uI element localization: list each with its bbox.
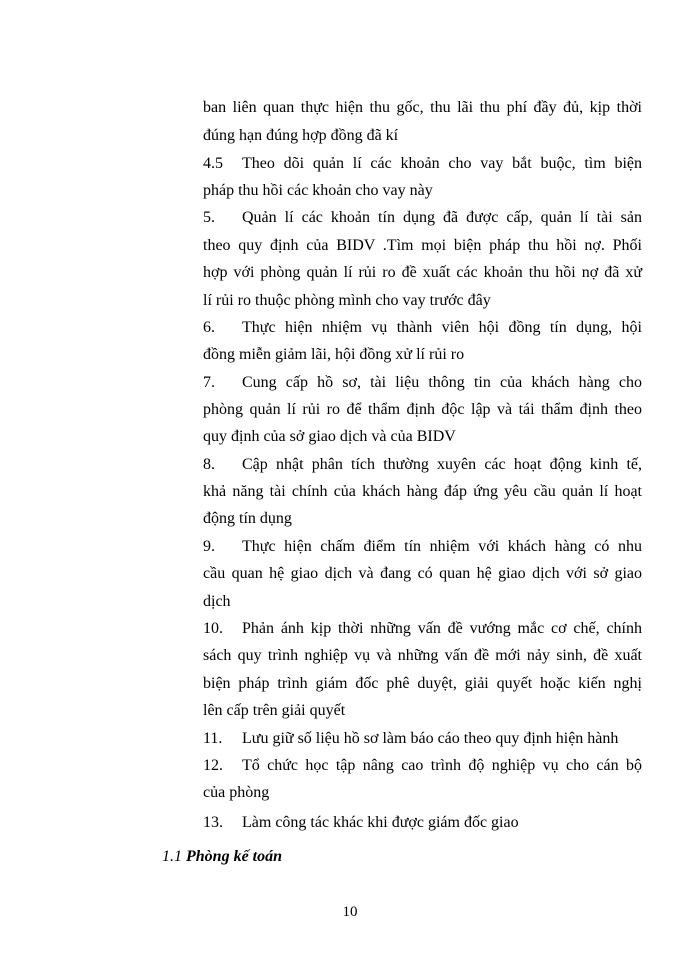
item-number: 7.	[203, 374, 215, 391]
paragraph-line: ban liên quan thực hiện thu gốc, thu lãi thu phí đầy đủ, kịp thời	[203, 99, 642, 116]
item-number: 4.5	[203, 155, 223, 172]
item-number: 10.	[203, 620, 223, 637]
item-number: 13.	[203, 814, 223, 831]
item-number: 9.	[203, 538, 215, 555]
item-number: 8.	[203, 456, 215, 473]
section-title: Phòng kế toán	[186, 848, 283, 865]
paragraph-line: biện pháp trình giám đốc phê duyệt, giải quyết hoặc kiến nghị	[203, 675, 642, 692]
paragraph-line: Cập nhật phân tích thường xuyên các hoạt động kinh tế,	[242, 456, 642, 473]
paragraph-line: theo quy định của BIDV .Tìm mọi biện pháp thu hồi nợ. Phối	[203, 237, 642, 254]
paragraph-line: phòng quản lí rủi ro để thẩm định độc lập và tái thẩm định theo	[203, 401, 642, 418]
paragraph-line: đồng miễn giảm lãi, hội đồng xử lí rủi ro	[203, 346, 465, 363]
paragraph-line: lên cấp trên giải quyết	[203, 702, 346, 719]
paragraph-line: quy định của sở giao dịch và của BIDV	[203, 428, 456, 445]
paragraph-line: Thực hiện chấm điểm tín nhiệm với khách hàng có nhu	[242, 538, 642, 555]
paragraph-line: dịch	[203, 593, 231, 610]
paragraph-line: của phòng	[203, 784, 270, 801]
paragraph-line: Phản ánh kịp thời những vấn đề vướng mắc cơ chế, chính	[242, 620, 642, 637]
paragraph-line: Thực hiện nhiệm vụ thành viên hội đồng tín dụng, hội	[242, 319, 642, 336]
section-number: 1.1	[162, 848, 182, 865]
section-heading	[162, 847, 282, 867]
paragraph-line: Làm công tác khác khi được giám đốc giao	[242, 814, 519, 831]
paragraph-line: Theo dõi quản lí các khoản cho vay bắt buộc, tìm biện	[242, 155, 642, 172]
paragraph-line: Tổ chức học tập nâng cao trình độ nghiệp vụ cho cán bộ	[242, 757, 642, 774]
item-number: 6.	[203, 319, 215, 336]
paragraph-line: khả năng tài chính của khách hàng đáp ứng yêu cầu quản lí hoạt	[203, 483, 642, 500]
paragraph-line: hợp với phòng quản lí rủi ro đề xuất các khoản thu hồi nợ đã xử	[203, 264, 642, 281]
paragraph-line: lí rủi ro thuộc phòng mình cho vay trước đây	[203, 292, 491, 309]
paragraph-line: pháp thu hồi các khoản cho vay này	[203, 182, 433, 199]
item-number: 12.	[203, 757, 223, 774]
item-number: 11.	[203, 730, 223, 747]
paragraph-line: cầu quan hệ giao dịch và đang có quan hệ giao dịch với sở giao	[203, 565, 642, 582]
item-number: 5.	[203, 209, 215, 226]
paragraph-line: Lưu giữ số liệu hồ sơ làm báo cáo theo quy định hiện hành	[242, 730, 619, 747]
paragraph-line: đúng hạn đúng hợp đồng đã kí	[203, 127, 399, 144]
paragraph-line: động tín dụng	[203, 510, 292, 527]
paragraph-line: Quản lí các khoản tín dụng đã được cấp, quản lí tài sản	[242, 209, 642, 226]
paragraph-line: Cung cấp hồ sơ, tài liệu thông tin của khách hàng cho	[242, 374, 642, 391]
paragraph-line: sách quy trình nghiệp vụ và những vấn đề mới nảy sinh, đề xuất	[203, 647, 642, 664]
page-number: 10	[342, 904, 358, 920]
